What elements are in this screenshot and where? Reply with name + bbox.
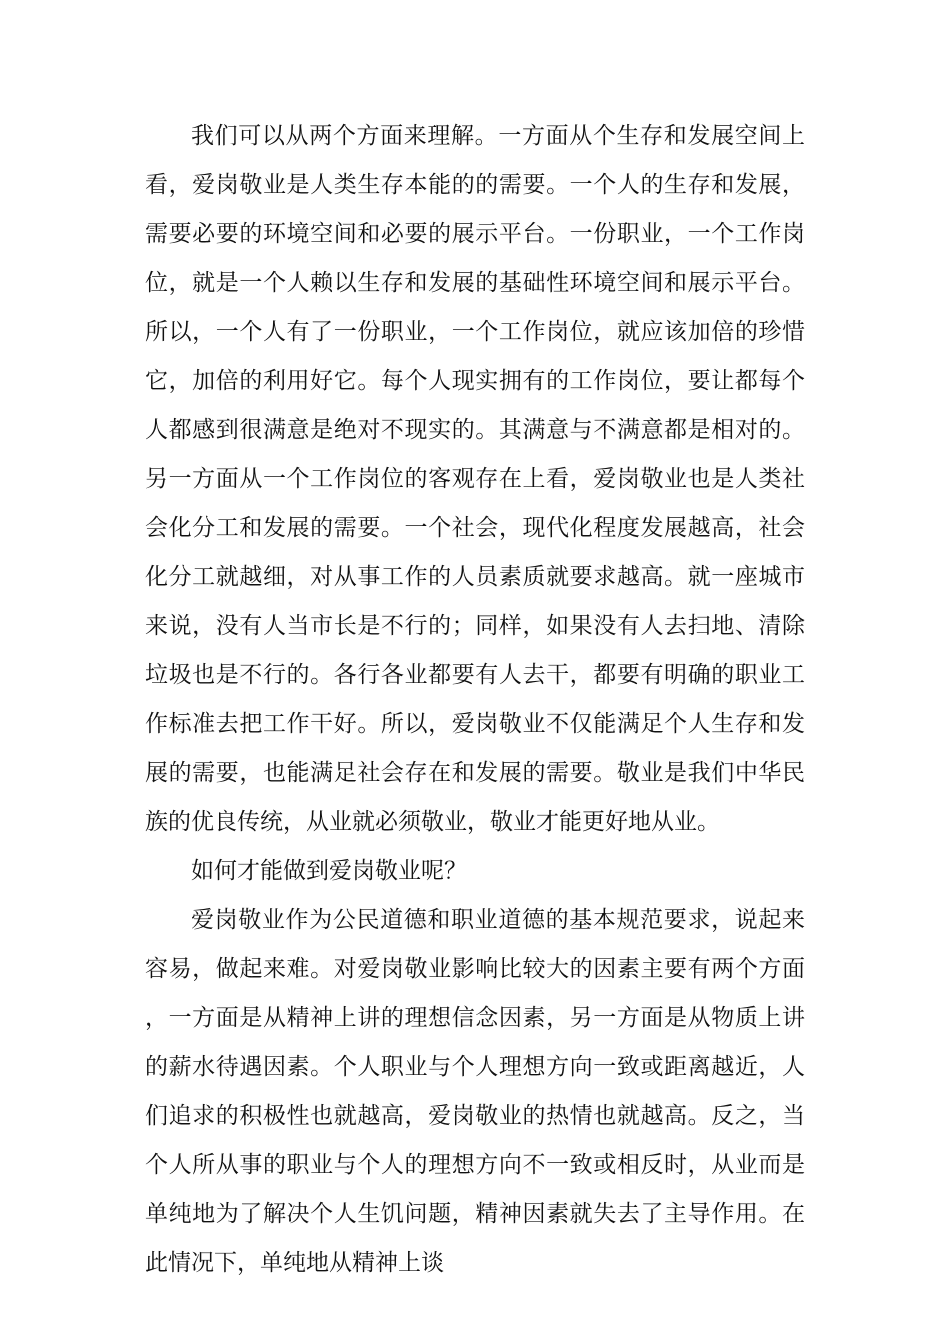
body-paragraph-2: 如何才能做到爱岗敬业呢？ (191, 858, 467, 884)
body-paragraph-1: 我们可以从两个方面来理解。一方面从个生存和发展空间上看，爱岗敬业是人类生存本能的的需要。一个人的生存和发展，需要必要的环境空间和必要的展示平台。一份职业，一个工作岗位，就是一个人赖以生存和发展的基础性环境空间和展示平台。所以，一个人有了一份职业，一个工作岗位，就应该加倍的珍惜它，加倍的利用好它。每个人现实拥有的工作岗位，要让都每个人都感到很满意是绝对不现实的。其满意与不满意都是相对的。另一方面从一个工作岗位的客观存在上看，爱岗敬业也是人类社会化分工和发展的需要。一个社会，现代化程度发展越高，社会化分工就越细，对从事工作的人员素质就要求越高。就一座城市来说，没有人当市长是不行的；同样，如果没有人去扫地、清除垃圾也是不行的。各行各业都要有人去干，都要有明确的职业工作标准去把工作干好。所以，爱岗敬业不仅能满足个人生存和发展的需要，也能满足社会存在和发展的需要。敬业是我们中华民族的优良传统，从业就必须敬业，敬业才能更好地从业。 (145, 123, 805, 835)
document-body (145, 112, 805, 1288)
body-paragraph-3: 爱岗敬业作为公民道德和职业道德的基本规范要求，说起来容易，做起来难。对爱岗敬业影响比较大的因素主要有两个方面，一方面是从精神上讲的理想信念因素，另一方面是从物质上讲的薪水待遇因素。个人职业与个人理想方向一致或距离越近，人们追求的积极性也就越高，爱岗敬业的热情也就越高。反之，当个人所从事的职业与个人的理想方向不一致或相反时，从业而是单纯地为了解决个人生饥问题，精神因素就失去了主导作用。在此情况下，单纯地从精神上谈 (145, 907, 805, 1276)
